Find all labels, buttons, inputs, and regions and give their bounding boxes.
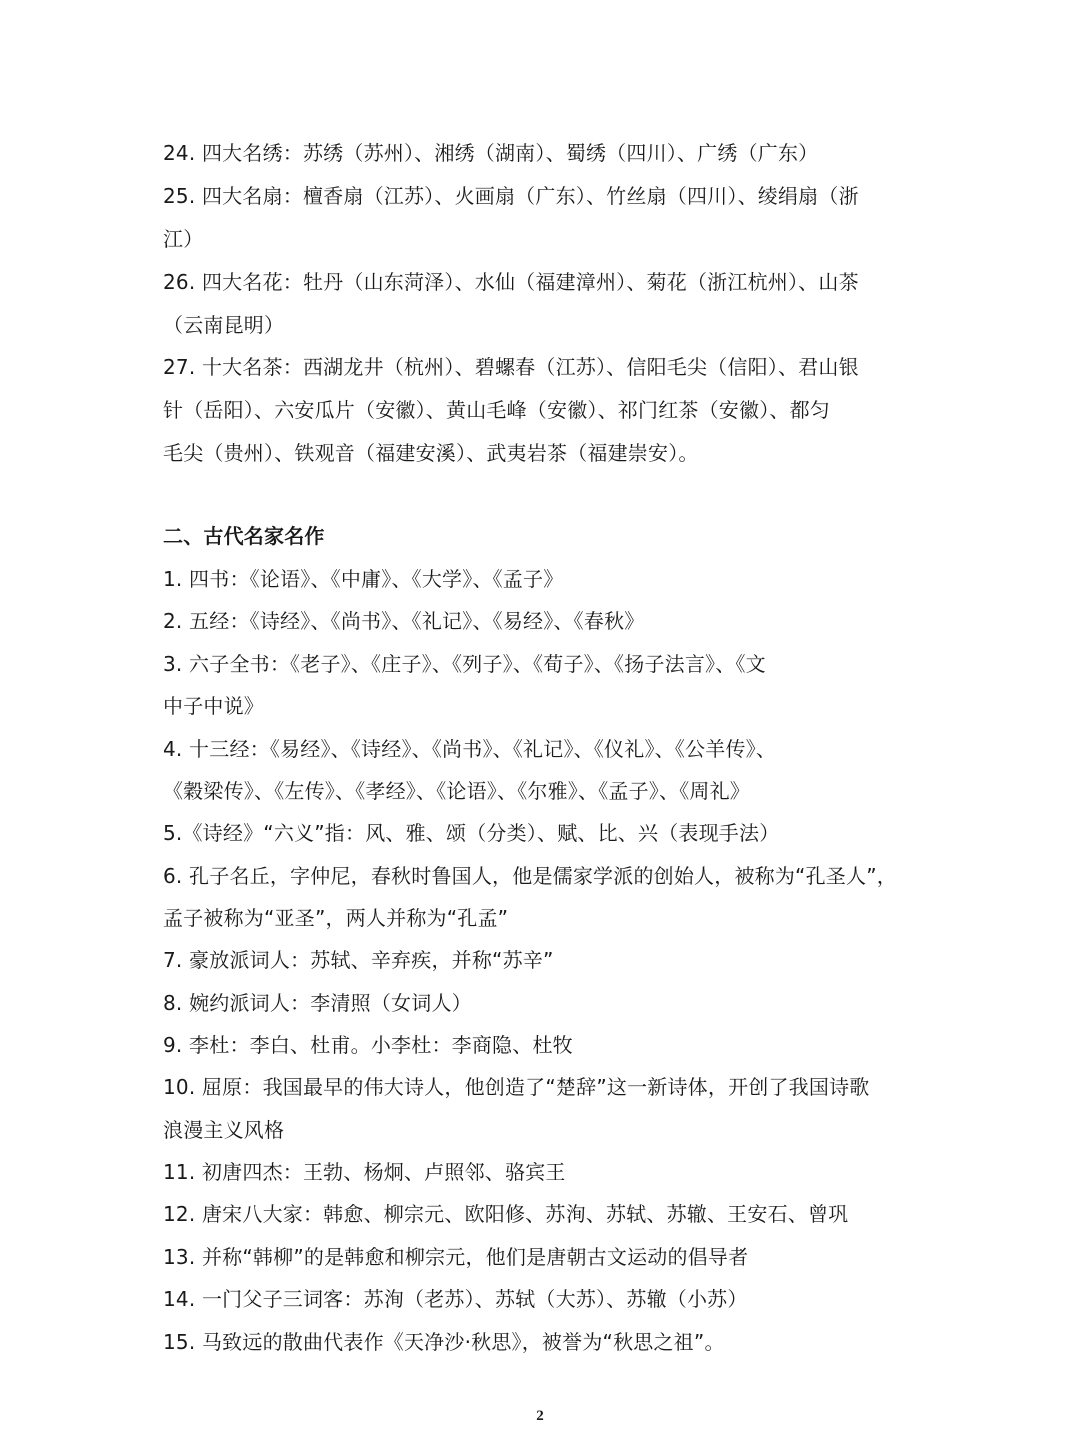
text-line: 中子中说》	[163, 694, 264, 718]
text-line: 7. 豪放派词人：苏轼、辛弃疾，并称“苏辛”	[163, 948, 554, 972]
text-line: 1. 四书：《论语》、《中庸》、《大学》、《孟子》	[163, 567, 564, 591]
section-heading: 二、古代名家名作	[163, 524, 325, 548]
text-line: 25. 四大名扇：檀香扇（江苏）、火画扇（广东）、竹丝扇（四川）、绫绢扇（浙	[163, 184, 859, 208]
text-line: 10. 屈原：我国最早的伟大诗人，他创造了“楚辞”这一新诗体，开创了我国诗歌	[163, 1075, 870, 1099]
text-line: 27. 十大名茶：西湖龙井（杭州）、碧螺春（江苏）、信阳毛尖（信阳）、君山银	[163, 355, 859, 379]
text-line: 3. 六子全书：《老子》、《庄子》、《列子》、《荀子》、《扬子法言》、《文	[163, 652, 766, 676]
text-line: 13. 并称“韩柳”的是韩愈和柳宗元，他们是唐朝古文运动的倡导者	[163, 1245, 749, 1269]
text-line: 《穀梁传》、《左传》、《孝经》、《论语》、《尔雅》、《孟子》、《周礼》	[163, 779, 750, 803]
text-line: 26. 四大名花：牡丹（山东菏泽）、水仙（福建漳州）、菊花（浙江杭州）、山茶	[163, 270, 859, 294]
text-line: 5.《诗经》“六义”指：风、雅、颂（分类）、赋、比、兴（表现手法）	[163, 821, 780, 845]
text-line: （云南昆明）	[163, 313, 285, 337]
text-line: 12. 唐宋八大家：韩愈、柳宗元、欧阳修、苏洵、苏轼、苏辙、王安石、曾巩	[163, 1202, 849, 1226]
text-line: 15. 马致远的散曲代表作《天净沙·秋思》，被誉为“秋思之祖”。	[163, 1330, 725, 1354]
text-line: 2. 五经：《诗经》、《尚书》、《礼记》、《易经》、《春秋》	[163, 609, 645, 633]
text-line: 孟子被称为“亚圣”，两人并称为“孔孟”	[163, 906, 509, 930]
page-number: 2	[536, 1408, 544, 1424]
text-line: 9. 李杜：李白、杜甫。小李杜：李商隐、杜牧	[163, 1033, 573, 1057]
text-line: 浪漫主义风格	[163, 1118, 285, 1142]
text-line: 6. 孔子名丘，字仲尼，春秋时鲁国人，他是儒家学派的创始人，被称为“孔圣人”，	[163, 864, 897, 888]
text-line: 针（岳阳）、六安瓜片（安徽）、黄山毛峰（安徽）、祁门红茶（安徽）、都匀	[163, 398, 830, 422]
text-line: 江）	[163, 227, 204, 251]
text-line: 8. 婉约派词人：李清照（女词人）	[163, 991, 472, 1015]
text-line: 4. 十三经：《易经》、《诗经》、《尚书》、《礼记》、《仪礼》、《公羊传》、	[163, 737, 777, 761]
text-line: 毛尖（贵州）、铁观音（福建安溪）、武夷岩茶（福建崇安）。	[163, 441, 699, 465]
text-line: 24. 四大名绣：苏绣（苏州）、湘绣（湖南）、蜀绣（四川）、广绣（广东）	[163, 141, 819, 165]
text-line: 11. 初唐四杰：王勃、杨炯、卢照邻、骆宾王	[163, 1160, 566, 1184]
text-line: 14. 一门父子三词客：苏洵（老苏）、苏轼（大苏）、苏辙（小苏）	[163, 1287, 748, 1311]
